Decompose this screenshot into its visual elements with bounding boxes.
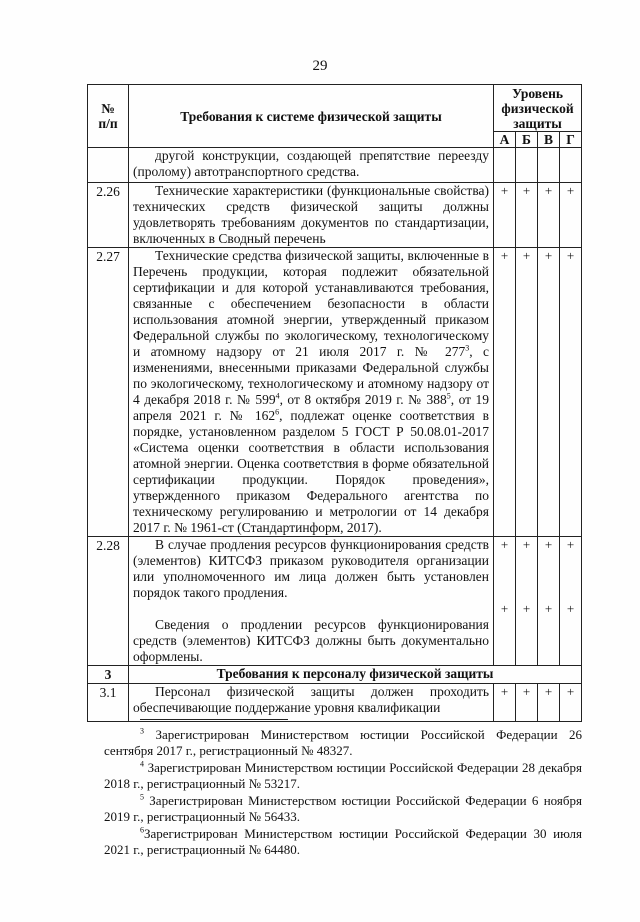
footnote: $^4$ Зарегистрирован Министерством юстиции Российской Федерации 28 декабря 2018 г., регистрационный № 53217. [104, 759, 582, 791]
header-level-v: В [538, 132, 560, 148]
requirements-table [87, 84, 582, 722]
row-num: 3.1 [88, 684, 129, 722]
mark-v: + + [538, 537, 560, 666]
table-row [88, 248, 582, 537]
mark-g: + [560, 183, 582, 248]
footnotes [104, 727, 582, 859]
section-num: 3 [88, 666, 129, 684]
mark-b: + + [516, 537, 538, 666]
row-num: 2.26 [88, 183, 129, 248]
mark-a: + [494, 183, 516, 248]
footnote: $^5$ Зарегистрирован Министерством юстиции Российской Федерации 6 ноября 2019 г., регистрационный № 56433. [104, 792, 582, 824]
mark-a: + [494, 684, 516, 722]
mark-a: + + [494, 537, 516, 666]
mark-b [516, 148, 538, 183]
row-text: В случае продления ресурсов функционирования средств (элементов) КИТСФЗ приказом руководителя организации или уполномоченного им лица должен быть установлен порядок такого продления. Сведения о продлении ресурсов функционирования средств (элементов) КИТСФЗ должны быть документально оформлены. [129, 537, 494, 666]
text-part: , от 8 октября 2019 г. № 388 [279, 392, 447, 407]
mark-v: + [538, 684, 560, 722]
mark-b: + [516, 248, 538, 537]
section-title: Требования к персоналу физической защиты [129, 666, 582, 684]
text-part: , подлежат оценке соответствия в порядке, установленном разделом 5 ГОСТ Р 50.08.01-2017 «Система оценки соответствия в области использования атомной энергии. Оценка соответствия в форме обязательной сертификации продукции. Порядок проведения», утвержденного приказом Федерального агентства по техническому регулированию и метрологии от 14 декабря 2017 г. № 1961-ст (Стандартинформ, 2017). [133, 408, 489, 535]
row-num [88, 148, 129, 183]
text-part: , от 19 апреля 2021 г. № 162 [133, 392, 489, 423]
header-num: № п/п [88, 85, 129, 148]
footnote-ref: 6 [275, 407, 280, 417]
mark-g: + + [560, 537, 582, 666]
mark-a [494, 148, 516, 183]
row-num: 2.27 [88, 248, 129, 537]
mark-v: + [538, 248, 560, 537]
table-header-row [88, 85, 582, 132]
header-level-g: Г [560, 132, 582, 148]
mark-b: + [516, 183, 538, 248]
header-requirements: Требования к системе физической защиты [129, 85, 494, 148]
header-level-a: А [494, 132, 516, 148]
footnote-separator [140, 719, 288, 720]
text-part: Технические средства физической защиты, включенные в Перечень продукции, которая подлежит обязательной сертификации и для которой устанавливаются требования, связанные с обеспечением безопасности в области использования атомной энергии, утвержденный приказом Федеральной службы по экологическому, технологическому и атомному надзору от 21 июля 2017 г. № 277 [133, 248, 489, 359]
row-num: 2.28 [88, 537, 129, 666]
header-level-b: Б [516, 132, 538, 148]
table-row [88, 148, 582, 183]
mark-g: + [560, 248, 582, 537]
text-part: , с изменениями, внесенными приказами Федеральной службы по экологическому, технологическому и атомному надзору от 4 декабря 2018 г. № 599 [133, 344, 489, 407]
mark-g [560, 148, 582, 183]
footnote: $^3$ Зарегистрирован Министерством юстиции Российской Федерации 26 сентября 2017 г., регистрационный № 48327. [104, 726, 582, 758]
header-level: Уровень физической защиты [494, 85, 582, 132]
mark-v: + [538, 183, 560, 248]
table-row [88, 183, 582, 248]
footnote-ref: 5 [446, 391, 451, 401]
footnote-ref: 4 [275, 391, 280, 401]
footnote: $^6$Зарегистрирован Министерством юстиции Российской Федерации 30 июля 2021 г., регистрационный № 64480. [104, 825, 582, 857]
row-text: Технические характеристики (функциональные свойства) технических средств физической защиты должны удовлетворять требованиям документов по стандартизации, включенных в Сводный перечень [129, 183, 494, 248]
row-text: другой конструкции, создающей препятствие переезду (пролому) автотранспортного средства. [129, 148, 494, 183]
table-row [88, 684, 582, 722]
page-number: 29 [312, 58, 328, 74]
table-row [88, 537, 582, 666]
footnote-ref: 3 [465, 343, 470, 353]
row-text [129, 248, 494, 537]
mark-g: + [560, 684, 582, 722]
row-text: Персонал физической защиты должен проходить обеспечивающие поддержание уровня квалификации [129, 684, 494, 722]
section-row [88, 666, 582, 684]
mark-a: + [494, 248, 516, 537]
mark-b: + [516, 684, 538, 722]
mark-v [538, 148, 560, 183]
